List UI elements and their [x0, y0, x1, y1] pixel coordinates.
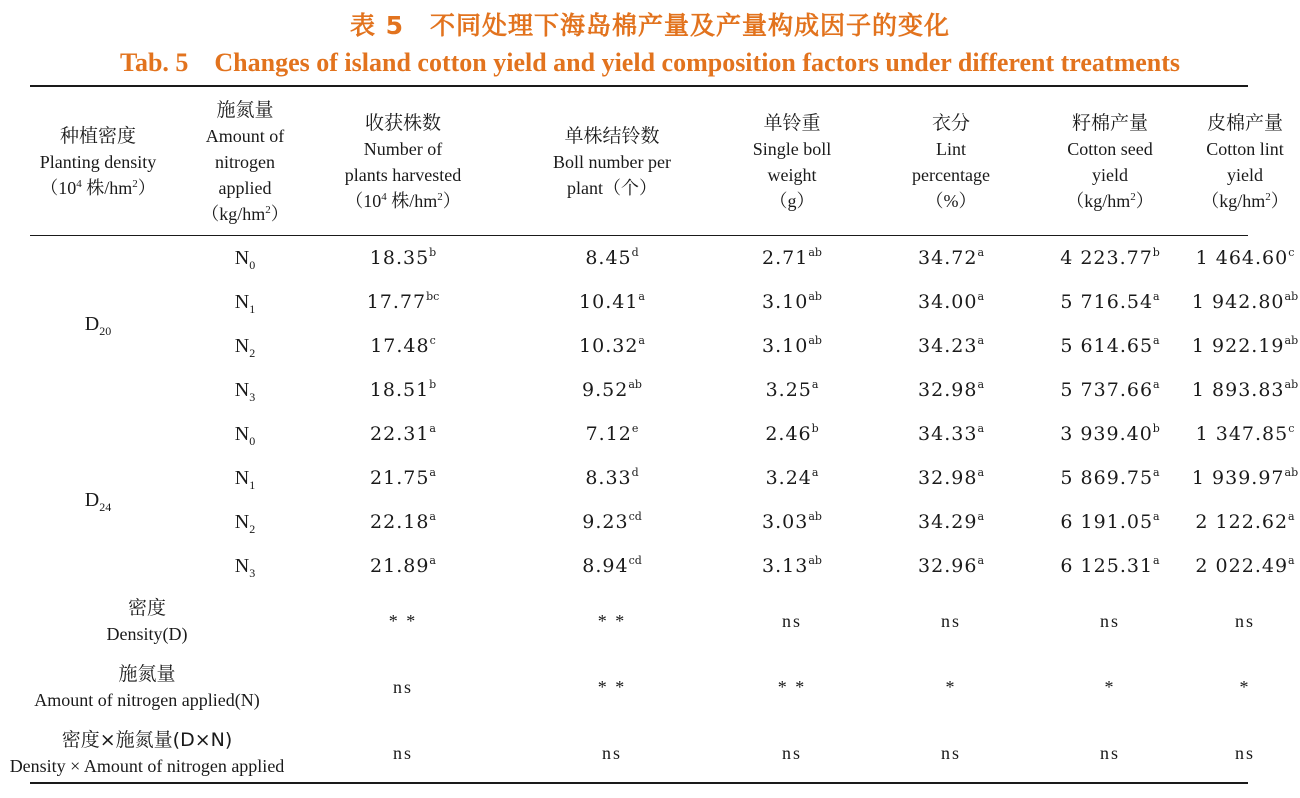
- cell-lint-pct: 32.98$^a$: [918, 378, 984, 401]
- header-lint-yield: 皮棉产量 Cotton lint yield $(kg/hm^2)$: [1201, 112, 1289, 211]
- significance-value: ns: [1100, 611, 1121, 631]
- significance-factor: 密度×施氮量(D×N) Density × Amount of nitrogen applied: [9, 729, 285, 776]
- cell-plants: 22.18$^a$: [370, 510, 436, 533]
- header-nitrogen: 施氮量 Amount of nitrogen applied $(kg/hm^2)$: [201, 99, 289, 224]
- top-rule: [30, 85, 1248, 87]
- header-lint-pct: 衣分 Lint percentage （%）: [912, 112, 990, 211]
- significance-row: [0, 720, 1300, 786]
- significance-row: [0, 588, 1300, 654]
- cell-seed-yield: 5 614.65$^a$: [1060, 334, 1160, 357]
- cell-boll-weight: 3.24$^a$: [765, 466, 819, 489]
- cell-seed-yield: 5 716.54$^a$: [1060, 290, 1160, 313]
- cell-seed-yield: 6 191.05$^a$: [1060, 510, 1160, 533]
- significance-value: ns: [1100, 743, 1121, 763]
- cell-nitrogen: $N_2$: [234, 510, 256, 536]
- significance-factor: 密度 Density(D): [106, 597, 188, 644]
- significance-row: [0, 654, 1300, 720]
- header-bolls: 单株结铃数 Boll number per plant（个）: [553, 125, 671, 198]
- significance-value: ns: [392, 677, 413, 697]
- cell-bolls: 9.52$^{ab}$: [582, 378, 642, 401]
- significance-value: ns: [782, 743, 803, 763]
- cell-lint-pct: 34.23$^a$: [918, 334, 984, 357]
- cell-density: $D_{20}$: [84, 312, 112, 338]
- cell-seed-yield: 6 125.31$^a$: [1060, 554, 1160, 577]
- header-density: 种植密度 Planting density （$10^4$ 株$/hm^2$）: [39, 125, 157, 198]
- cell-plants: 17.77$^{bc}$: [366, 290, 440, 313]
- significance-value: ns: [1235, 743, 1256, 763]
- cell-lint-yield: 2 122.62$^a$: [1195, 510, 1295, 533]
- cell-lint-yield: 1 464.60$^c$: [1195, 246, 1295, 269]
- significance-value: *: [945, 677, 957, 697]
- cell-bolls: 7.12e: [585, 422, 639, 445]
- header-seed-yield: 籽棉产量 Cotton seed yield $(kg/hm^2)$: [1066, 112, 1154, 211]
- significance-value: ns: [392, 743, 413, 763]
- data-table: [0, 88, 1300, 786]
- cell-plants: 21.75$^a$: [370, 466, 436, 489]
- significance-value: ns: [1235, 611, 1256, 631]
- table-caption-en: [0, 48, 1300, 78]
- significance-value: *: [1104, 677, 1116, 697]
- cell-density: $D_{24}$: [84, 488, 112, 514]
- table-caption-cn: 表 5 不同处理下海岛棉产量及产量构成因子的变化: [349, 11, 951, 40]
- cell-nitrogen: $N_2$: [234, 334, 256, 360]
- cell-nitrogen: $N_0$: [234, 246, 256, 272]
- cell-lint-yield: 2 022.49$^a$: [1195, 554, 1295, 577]
- cell-bolls: 8.94$^{cd}$: [582, 554, 642, 577]
- cell-bolls: 9.23$^{cd}$: [582, 510, 642, 533]
- cell-nitrogen: $N_1$: [234, 466, 256, 492]
- significance-value: * *: [388, 611, 418, 631]
- cell-bolls: 10.32$^a$: [579, 334, 645, 357]
- significance-value: ns: [782, 611, 803, 631]
- cell-boll-weight: 3.25$^a$: [765, 378, 819, 401]
- header-row: [0, 88, 1300, 236]
- cell-lint-yield: 1 893.83$^{ab}$: [1191, 378, 1299, 401]
- cell-lint-pct: 34.00$^a$: [918, 290, 984, 313]
- cell-seed-yield: 3 939.40$^b$: [1060, 422, 1160, 445]
- cell-boll-weight: 3.10$^{ab}$: [762, 334, 822, 357]
- header-boll-weight: 单铃重 Single boll weight （g）: [752, 112, 832, 211]
- significance-value: *: [1239, 677, 1251, 697]
- cell-lint-pct: 32.98$^a$: [918, 466, 984, 489]
- cell-boll-weight: 2.71$^{ab}$: [762, 246, 822, 269]
- cell-bolls: 10.41$^a$: [579, 290, 645, 313]
- cell-nitrogen: $N_0$: [234, 422, 256, 448]
- table-title: Changes of island cotton yield and yield composition factors under different treatments: [214, 48, 1181, 77]
- cell-plants: 18.51$^b$: [369, 378, 437, 401]
- cell-nitrogen: $N_3$: [234, 378, 256, 404]
- significance-value: ns: [941, 743, 962, 763]
- significance-value: * *: [597, 677, 627, 697]
- table-row: [0, 236, 1300, 280]
- cell-boll-weight: 2.46$^b$: [765, 422, 819, 445]
- cell-lint-pct: 32.96$^a$: [918, 554, 984, 577]
- cell-seed-yield: 5 737.66$^a$: [1060, 378, 1160, 401]
- cell-lint-yield: 1 347.85$^c$: [1195, 422, 1295, 445]
- table-label: Tab. 5: [119, 48, 189, 77]
- significance-factor: 施氮量 Amount of nitrogen applied(N): [34, 663, 260, 710]
- significance-value: * *: [597, 611, 627, 631]
- cell-boll-weight: 3.13$^{ab}$: [762, 554, 822, 577]
- cell-seed-yield: 4 223.77$^b$: [1060, 246, 1160, 269]
- table-row: [0, 412, 1300, 456]
- cell-plants: 18.35$^b$: [369, 246, 437, 269]
- cell-bolls: 8.45$^d$: [585, 246, 639, 269]
- cell-lint-yield: 1 939.97$^{ab}$: [1191, 466, 1299, 489]
- cell-plants: 22.31$^a$: [370, 422, 436, 445]
- cell-lint-pct: 34.29$^a$: [918, 510, 984, 533]
- cell-plants: 17.48$^c$: [370, 334, 436, 357]
- significance-value: * *: [777, 677, 807, 697]
- cell-plants: 21.89$^a$: [370, 554, 436, 577]
- cell-lint-yield: 1 942.80$^{ab}$: [1191, 290, 1299, 313]
- cell-bolls: 8.33$^d$: [585, 466, 639, 489]
- cell-lint-yield: 1 922.19$^{ab}$: [1191, 334, 1299, 357]
- header-plants: 收获株数 Number of plants harvested （$10^4$ 株$/hm^2$）: [344, 112, 462, 211]
- cell-seed-yield: 5 869.75$^a$: [1060, 466, 1160, 489]
- cell-boll-weight: 3.03$^{ab}$: [762, 510, 822, 533]
- significance-value: ns: [941, 611, 962, 631]
- significance-value: ns: [602, 743, 623, 763]
- cell-nitrogen: $N_3$: [234, 554, 256, 580]
- cell-boll-weight: 3.10$^{ab}$: [762, 290, 822, 313]
- cell-lint-pct: 34.72$^a$: [918, 246, 984, 269]
- cell-nitrogen: $N_1$: [234, 290, 256, 316]
- cell-lint-pct: 34.33$^a$: [918, 422, 984, 445]
